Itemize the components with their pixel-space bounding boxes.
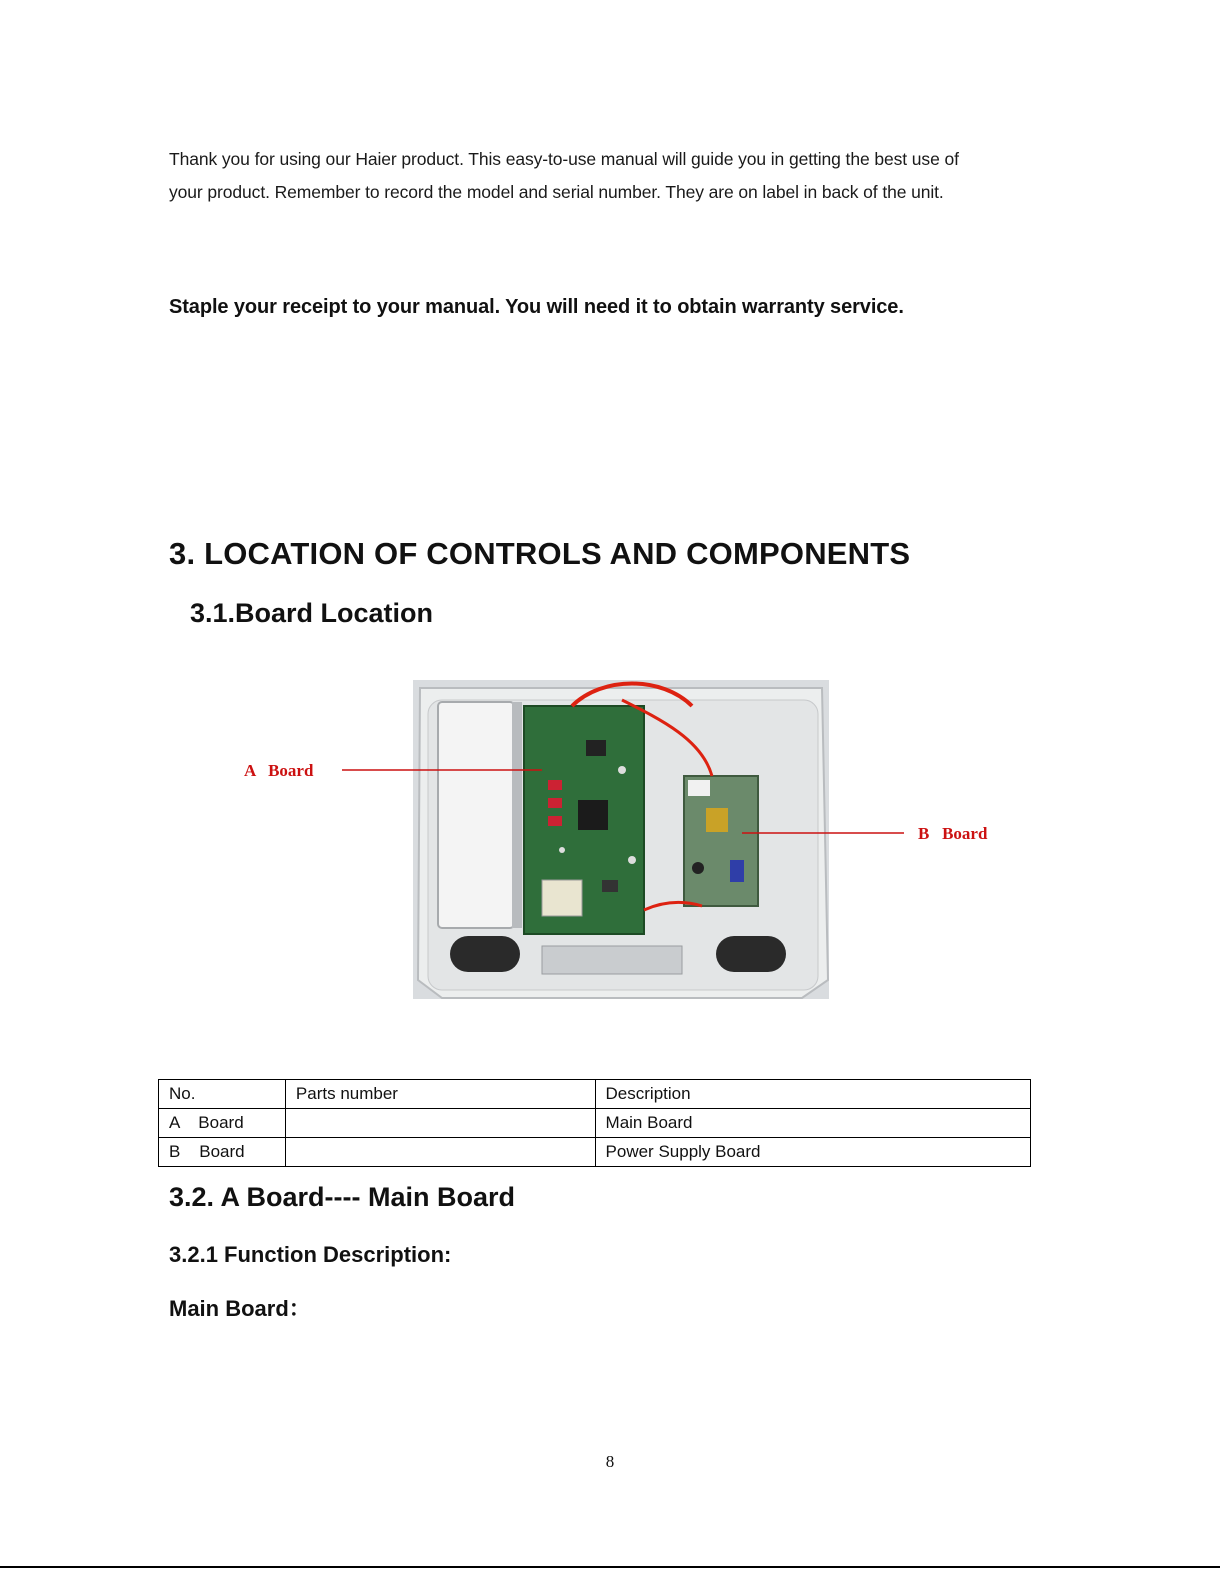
shield-plate bbox=[438, 702, 514, 928]
parts-table bbox=[158, 1079, 1031, 1167]
table-row bbox=[159, 1138, 1031, 1167]
row-b-description: Power Supply Board bbox=[595, 1138, 1030, 1167]
header-parts-number: Parts number bbox=[285, 1080, 595, 1109]
page-number: 8 bbox=[605, 1452, 615, 1471]
main-board-label: Main Board： bbox=[169, 1296, 311, 1321]
table-header-row bbox=[159, 1080, 1031, 1109]
board-location-photo bbox=[242, 680, 1022, 1000]
staple-note: Staple your receipt to your manual. You will need it to obtain warranty service. bbox=[169, 296, 904, 318]
header-no: No. bbox=[159, 1080, 286, 1109]
callout-a-label: A Board bbox=[244, 761, 314, 780]
intro-line-2: your product. Remember to record the model and serial number. They are on label in back of the unit. bbox=[169, 182, 944, 202]
speaker-right bbox=[716, 936, 786, 972]
shield-edge bbox=[512, 702, 522, 928]
transformer bbox=[706, 808, 728, 832]
header-description: Description bbox=[595, 1080, 1030, 1109]
row-b-no: B Board bbox=[159, 1138, 286, 1167]
row-a-no: A Board bbox=[159, 1109, 286, 1138]
bracket bbox=[542, 946, 682, 974]
tuner-module bbox=[542, 880, 582, 916]
connector-red bbox=[548, 780, 562, 790]
main-chip bbox=[578, 800, 608, 830]
row-a-description: Main Board bbox=[595, 1109, 1030, 1138]
row-b-parts-number bbox=[285, 1138, 595, 1167]
section-321-title: 3.2.1 Function Description: bbox=[169, 1242, 452, 1267]
section-title: 3. LOCATION OF CONTROLS AND COMPONENTS bbox=[169, 536, 911, 571]
intro-paragraph bbox=[169, 143, 1089, 209]
section-32-title: 3.2. A Board---- Main Board bbox=[169, 1182, 516, 1212]
callout-b-label: B Board bbox=[918, 824, 988, 843]
table-row bbox=[159, 1109, 1031, 1138]
intro-line-1: Thank you for using our Haier product. This easy-to-use manual will guide you in getting the best use of bbox=[169, 149, 959, 169]
section-subtitle: 3.1.Board Location bbox=[190, 598, 434, 628]
speaker-left bbox=[450, 936, 520, 972]
row-a-parts-number bbox=[285, 1109, 595, 1138]
page-bottom-rule bbox=[0, 1566, 1220, 1568]
